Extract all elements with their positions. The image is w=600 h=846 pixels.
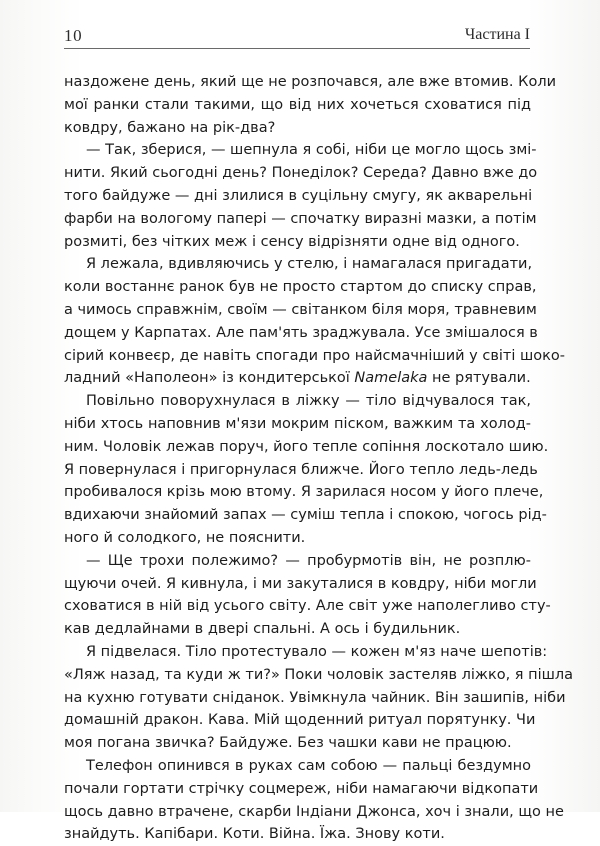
page-number: 10 (64, 26, 83, 45)
paragraph (64, 139, 538, 253)
paragraph (64, 390, 549, 550)
text-line: Я підвелася. Тіло протестувало — кожен м'яз наче шепотів: (86, 643, 548, 660)
text-line: ладний «Наполеон» із кондитерської Namelaka не рятували. (64, 370, 531, 387)
text-line: Повільно поворухнулася в ліжку — тіло відчувалося так, (86, 393, 531, 410)
text-line: «Ляж назад, та куди ж ти?» Поки чоловік застеляв ліжко, я пішла (64, 666, 574, 683)
text-line: вдихаючи знайомий запах — суміш тепла і спокою, чогось рід- (64, 507, 547, 524)
text-line: сірий конвеєр, де навіть спогади про найсмачніший у світі шоко- (64, 347, 565, 364)
text-line: ним. Чоловік лежав поруч, його тепле сопіння лоскотало шию. (64, 438, 549, 455)
text-line: коли востаннє ранок був не просто стартом до списку справ, (64, 279, 537, 296)
text-line: наздожене день, який ще не розпочався, але вже втомив. Коли (64, 74, 557, 90)
text-line: мої ранки стали такими, що від них хочеться сховатися під (64, 96, 531, 113)
text-line: Я повернулася і пригорнулася ближче. Його тепло ледь-ледь (64, 461, 538, 478)
text-line: — Так, зберися, — шепнула я собі, ніби це могло щось змі- (86, 142, 537, 159)
text-line: фарби на вологому папері — спочатку виразні мазки, а потім (64, 210, 537, 227)
page-header (64, 26, 530, 49)
text-line: того байдуже — дні злилися в суцільну смугу, як акварельні (64, 187, 533, 204)
text-line: щуючи очей. Я кивнула, і ми закуталися в ковдру, ніби могли (64, 575, 537, 592)
paragraph (64, 71, 557, 139)
running-head-part: Частина І (464, 26, 530, 43)
text-line: Я лежала, вдивляючись у стелю, і намагалася пригадати, (86, 256, 533, 273)
body-text (64, 71, 574, 846)
paragraph (64, 641, 574, 755)
italic-brand-name: Namelaka (354, 370, 428, 387)
text-line: щось давно втрачене, скарби Індіани Джонса, хоч і знали, що не (64, 803, 564, 820)
text-line: сховатися в ній від усього світу. Але світ уже наполегливо сту- (64, 598, 551, 615)
text-line: знайдуть. Капібари. Коти. Війна. Їжа. Знову коти. (64, 826, 445, 843)
text-line: пробивалося крізь мою втому. Я зарилася носом у його плече, (64, 484, 544, 501)
text-line: дощем у Карпатах. Але пам'ять зраджувала. Усе змішалося в (64, 324, 538, 341)
text-line: на кухню готувати сніданок. Увімкнула чайник. Він зашипів, ніби (64, 689, 566, 706)
paragraph (64, 253, 565, 390)
text-line: ніби хтось наповнив м'язи мокрим піском, важким та холод- (64, 415, 531, 432)
text-line: почали гортати стрічку соцмереж, ніби намагаючи відкопати (64, 780, 539, 797)
text-line: а чимось справжнім, своїм — світанком біля моря, травневим (64, 301, 537, 318)
text-line: ного й солодкого, не пояснити. (64, 529, 306, 546)
text-line: розмиті, без чітких меж і сенсу відрізняти одне від одного. (64, 233, 520, 250)
text-line: нити. Який сьогодні день? Понеділок? Середа? Давно вже до (64, 165, 538, 182)
text-line: кав дедлайнами в двері спальні. А ось і будильник. (64, 621, 461, 638)
paragraph (64, 755, 564, 846)
text-line: — Ще трохи полежимо? — пробурмотів він, не розплю- (86, 552, 531, 569)
text-line: Телефон опинився в руках сам собою — пальці бездумно (86, 757, 531, 774)
text-line: домашній дракон. Кава. Мій щоденний ритуал порятунку. Чи (64, 712, 536, 729)
paragraph (64, 550, 551, 641)
text-line: ковдру, бажано на рік-два? (64, 119, 276, 136)
text-line: моя погана звичка? Байдуже. Без чашки кави не працюю. (64, 735, 512, 752)
